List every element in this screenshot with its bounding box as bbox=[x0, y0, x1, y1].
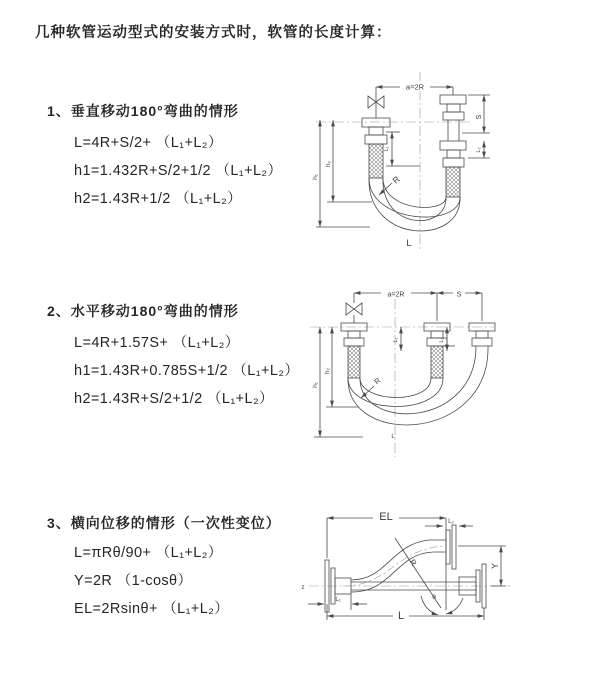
dim-label-l1: L₁ bbox=[335, 597, 341, 603]
dim-label-r: R bbox=[372, 375, 383, 387]
diagram-lateral-shift bbox=[295, 498, 597, 660]
dim-label-h1: h₁ bbox=[312, 382, 319, 388]
dim-label-a2r: a=2R bbox=[387, 291, 405, 299]
diagram-horizontal-bend bbox=[308, 285, 550, 470]
formula-1-h1: h1=1.432R+S/2+1/2 （L₁+L₂） bbox=[74, 163, 283, 179]
dim-label-l: L bbox=[397, 610, 405, 622]
dim-label-h1: h₁ bbox=[312, 174, 319, 180]
section-1-heading: 1、垂直移动180°弯曲的情形 bbox=[47, 103, 239, 119]
formula-3-EL: EL=2Rsinθ+ （L₁+L₂） bbox=[74, 601, 230, 617]
dim-label-l2: L₂ bbox=[448, 519, 454, 525]
vertical-bend-drawing bbox=[316, 72, 490, 252]
dim-label-theta: θ bbox=[432, 594, 436, 601]
dim-label-y: Y bbox=[490, 562, 500, 570]
horizontal-bend-drawing bbox=[310, 293, 495, 457]
formula-2-L: L=4R+1.57S+ （L₁+L₂） bbox=[74, 335, 240, 351]
formula-2-h1: h1=1.43R+0.785S+1/2 （L₁+L₂） bbox=[74, 363, 300, 379]
formula-3-L: L=πRθ/90+ （L₁+L₂） bbox=[74, 545, 223, 561]
section-2-heading: 2、水平移动180°弯曲的情形 bbox=[47, 303, 239, 319]
page-title: 几种软管运动型式的安装方式时，软管的长度计算： bbox=[35, 25, 392, 41]
dim-label-s: S bbox=[456, 291, 462, 299]
dim-label-l2: L₂ bbox=[439, 337, 445, 343]
lateral-shift-drawing bbox=[308, 518, 510, 620]
dim-label-h2: h₂ bbox=[325, 160, 332, 168]
diagram-vertical-bend bbox=[308, 62, 570, 258]
dim-label-r: R bbox=[390, 173, 402, 186]
formula-1-h2: h2=1.43R+1/2 （L₁+L₂） bbox=[74, 191, 243, 207]
dim-label-l2: L₂ bbox=[476, 147, 482, 153]
dim-label-a2r: a=2R bbox=[405, 82, 425, 92]
dim-label-l1: L₁ bbox=[393, 337, 399, 343]
dim-label-l: L bbox=[391, 434, 395, 440]
dim-label-r: R bbox=[407, 557, 419, 568]
dim-label-l: L bbox=[406, 238, 412, 249]
section-3-heading: 3、横向位移的情形（一次性变位） bbox=[47, 515, 281, 531]
formula-1-L: L=4R+S/2+ （L₁+L₂） bbox=[74, 135, 223, 151]
dim-label-h2: h₂ bbox=[324, 367, 331, 375]
formula-3-Y: Y=2R （1-cosθ） bbox=[74, 573, 193, 589]
centerline-mark-z: z bbox=[301, 585, 305, 591]
dim-label-l1: L₁ bbox=[384, 146, 390, 152]
dim-label-s: S bbox=[476, 114, 483, 120]
dim-label-el: EL bbox=[379, 511, 393, 523]
formula-2-h2: h2=1.43R+S/2+1/2 （L₁+L₂） bbox=[74, 391, 274, 407]
